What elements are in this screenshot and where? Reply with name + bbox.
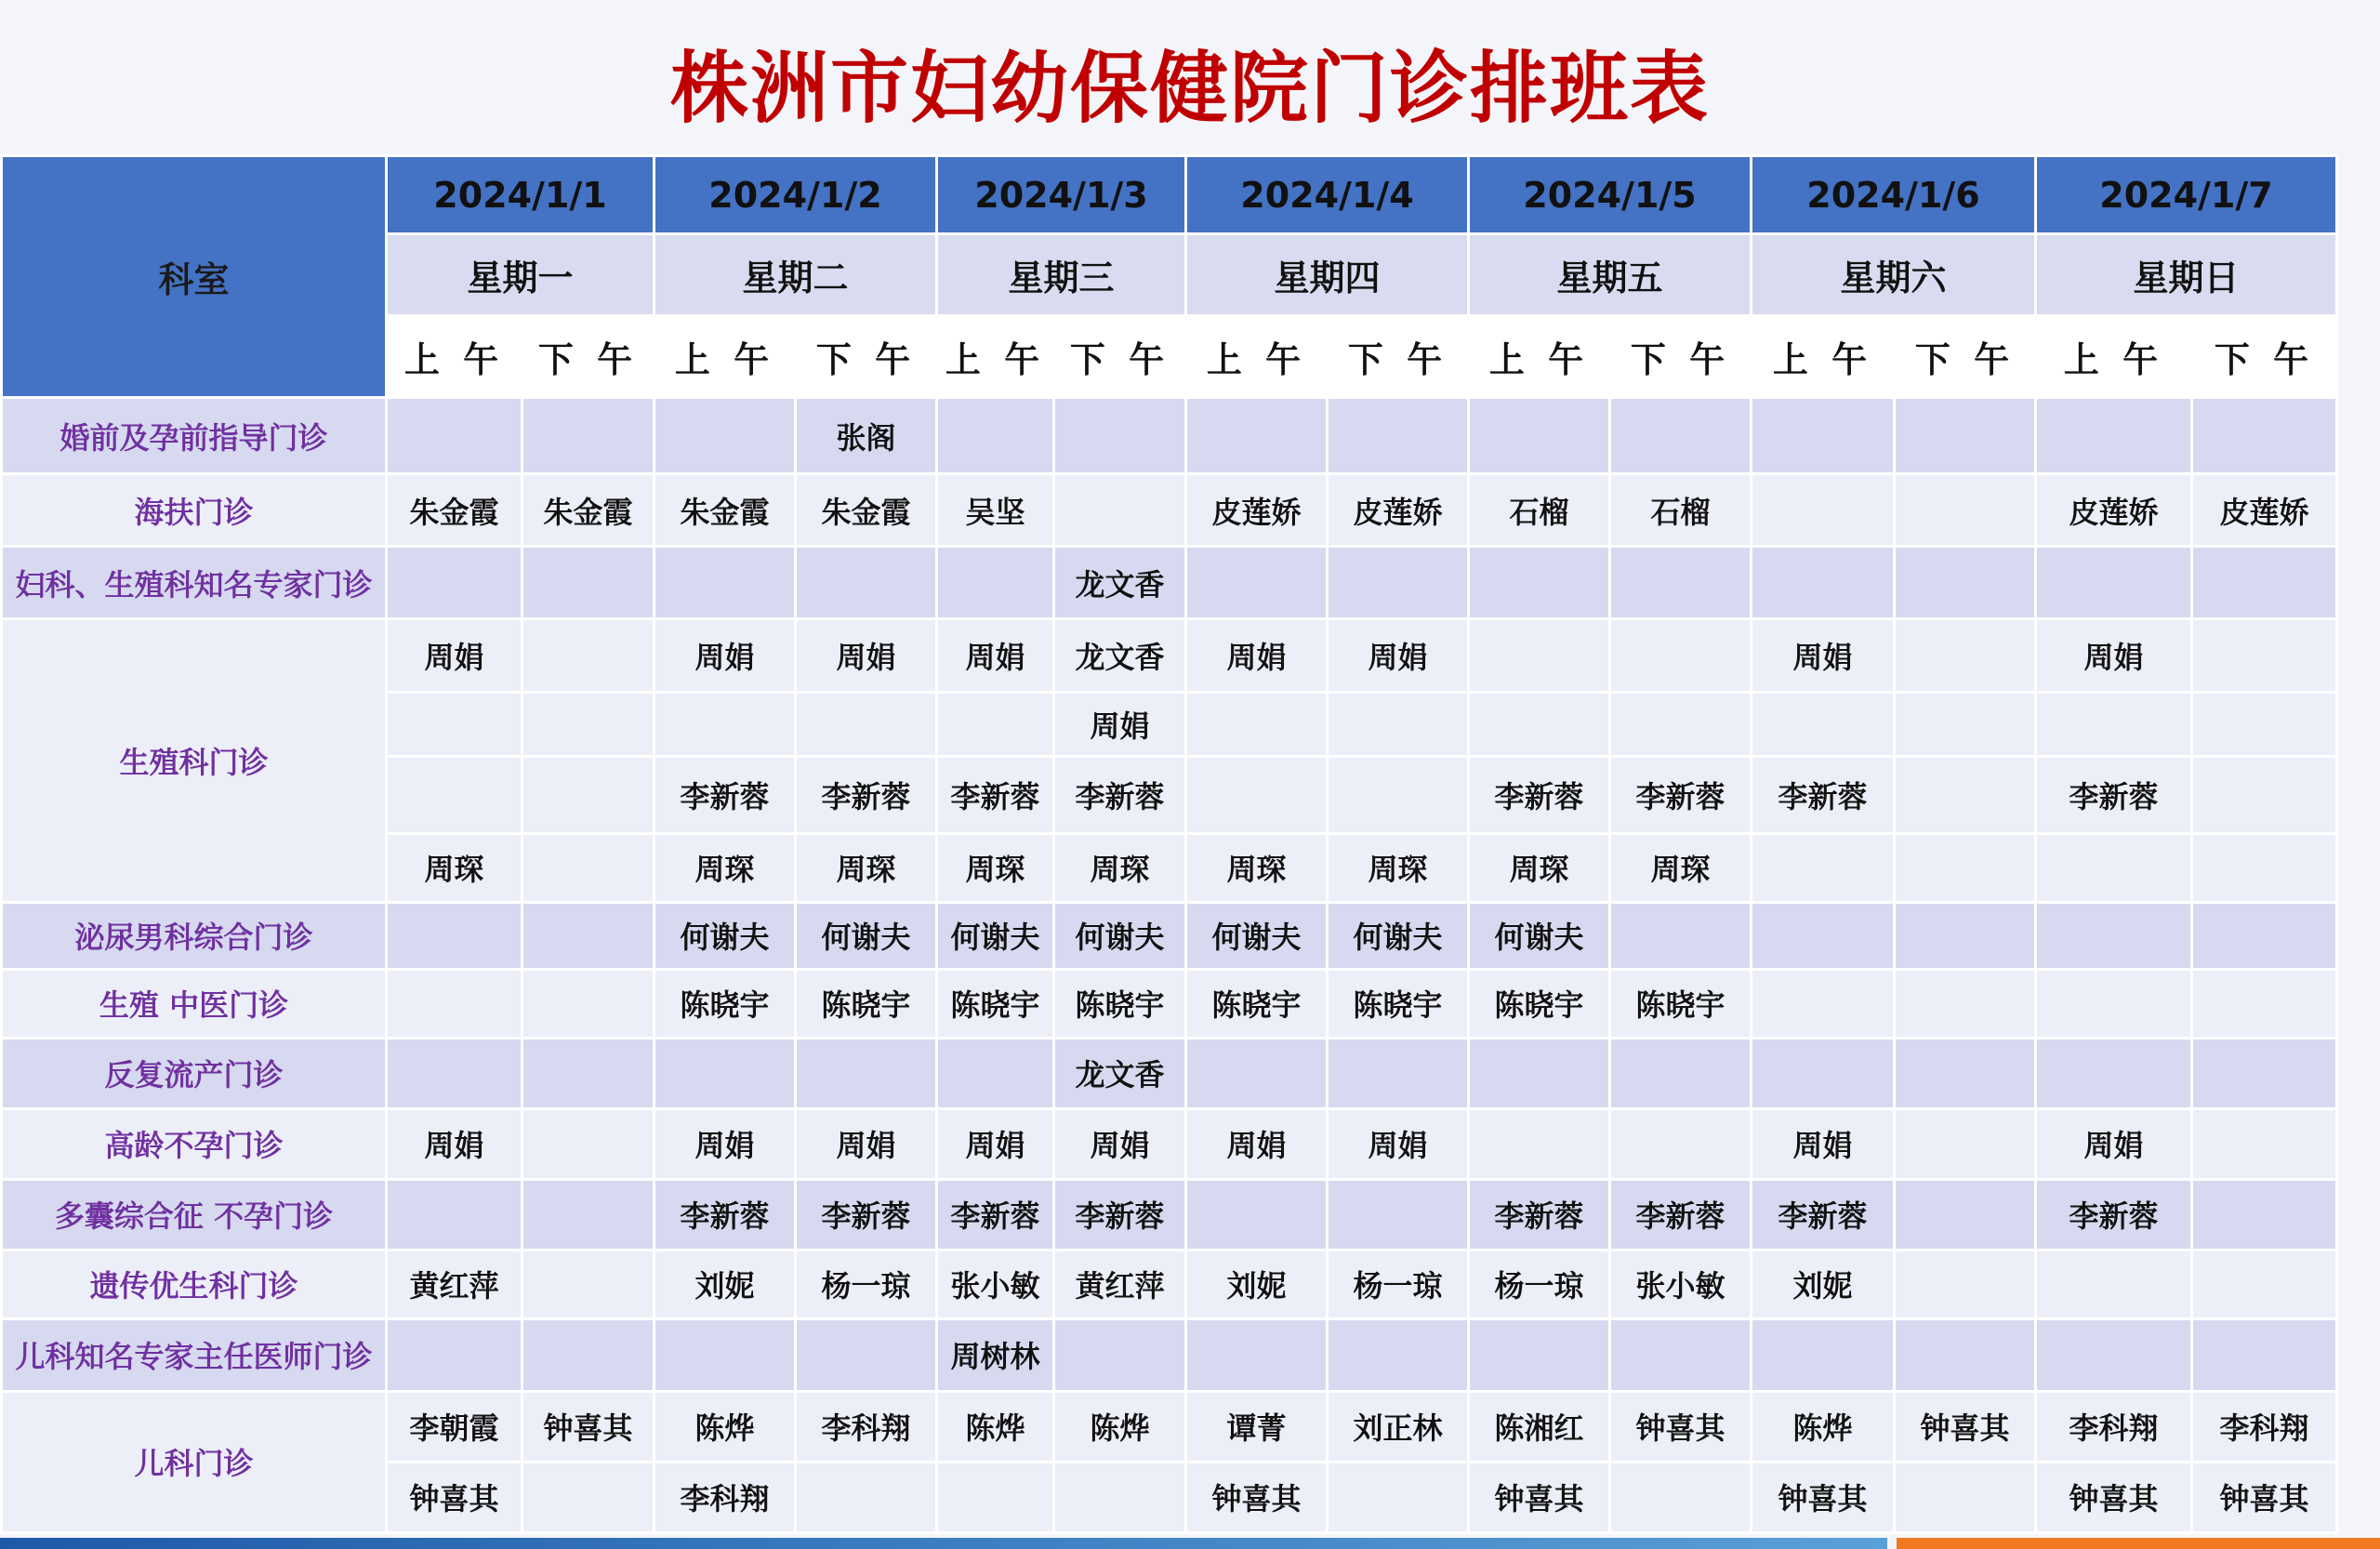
doctor-cell: 何谢夫 [1054, 902, 1186, 969]
doctor-cell: 周娟 [1054, 1108, 1186, 1179]
department-name: 儿科知名专家主任医师门诊 [2, 1318, 387, 1391]
doctor-cell: 李新蓉 [937, 757, 1054, 833]
doctor-cell: 周琛 [654, 833, 796, 902]
doctor-cell [522, 969, 654, 1038]
doctor-cell: 何谢夫 [937, 902, 1054, 969]
department-name: 妇科、生殖科知名专家门诊 [2, 547, 387, 619]
weekday-header: 星期五 [1469, 234, 1752, 316]
doctor-cell [1610, 1108, 1752, 1179]
page-title: 株洲市妇幼保健院门诊排班表 [669, 43, 1710, 134]
doctor-cell [522, 547, 654, 619]
doctor-cell: 李新蓉 [796, 757, 937, 833]
doctor-cell: 何谢夫 [796, 902, 937, 969]
doctor-cell: 皮莲娇 [2036, 474, 2192, 547]
morning-header: 上 午 [654, 316, 796, 398]
doctor-cell [1186, 757, 1328, 833]
schedule-row [2, 619, 2337, 692]
doctor-cell: 陈晓宇 [796, 969, 937, 1038]
afternoon-header: 下 午 [2192, 316, 2337, 398]
schedule-row [2, 969, 2337, 1038]
schedule-table [0, 154, 2338, 1534]
doctor-cell [387, 902, 522, 969]
doctor-cell: 李科翔 [796, 1391, 937, 1462]
doctor-cell [1610, 398, 1752, 474]
doctor-cell: 何谢夫 [1328, 902, 1469, 969]
schedule-row [2, 1391, 2337, 1462]
doctor-cell [1610, 1462, 1752, 1532]
doctor-cell [522, 1038, 654, 1108]
doctor-cell: 周娟 [387, 1108, 522, 1179]
department-name: 海扶门诊 [2, 474, 387, 547]
doctor-cell [937, 398, 1054, 474]
date-header: 2024/1/6 [1752, 156, 2036, 234]
doctor-cell: 朱金霞 [522, 474, 654, 547]
weekday-header: 星期日 [2036, 234, 2337, 316]
doctor-cell: 皮莲娇 [2192, 474, 2337, 547]
doctor-cell: 周娟 [1752, 619, 1895, 692]
doctor-cell [1895, 1462, 2036, 1532]
doctor-cell: 杨一琼 [1469, 1250, 1610, 1318]
doctor-cell [1895, 692, 2036, 757]
department-name: 高龄不孕门诊 [2, 1108, 387, 1179]
doctor-cell [1895, 1250, 2036, 1318]
doctor-cell: 刘妮 [1752, 1250, 1895, 1318]
doctor-cell [1610, 547, 1752, 619]
doctor-cell [1186, 1179, 1328, 1250]
doctor-cell [2036, 1318, 2192, 1391]
doctor-cell [1328, 692, 1469, 757]
doctor-cell: 陈晓宇 [937, 969, 1054, 1038]
doctor-cell [1752, 833, 1895, 902]
doctor-cell: 周琛 [1328, 833, 1469, 902]
doctor-cell [2192, 1318, 2337, 1391]
doctor-cell: 石榴 [1610, 474, 1752, 547]
date-header: 2024/1/1 [387, 156, 654, 234]
doctor-cell [2036, 398, 2192, 474]
doctor-cell: 朱金霞 [796, 474, 937, 547]
doctor-cell [2192, 547, 2337, 619]
doctor-cell [1610, 1318, 1752, 1391]
doctor-cell [1186, 692, 1328, 757]
doctor-cell [1469, 547, 1610, 619]
doctor-cell [1752, 1318, 1895, 1391]
doctor-cell [2192, 833, 2337, 902]
schedule-row [2, 1250, 2337, 1318]
doctor-cell: 周琛 [1469, 833, 1610, 902]
doctor-cell [796, 1462, 937, 1532]
doctor-cell: 刘正林 [1328, 1391, 1469, 1462]
doctor-cell: 陈烨 [1752, 1391, 1895, 1462]
doctor-cell [1895, 398, 2036, 474]
doctor-cell: 钟喜其 [522, 1391, 654, 1462]
schedule-row [2, 1318, 2337, 1391]
doctor-cell [2192, 692, 2337, 757]
doctor-cell [2192, 1038, 2337, 1108]
doctor-cell: 周娟 [1186, 619, 1328, 692]
doctor-cell [2036, 1038, 2192, 1108]
doctor-cell [654, 692, 796, 757]
doctor-cell: 李新蓉 [1054, 757, 1186, 833]
footer-bar-blue [0, 1538, 1887, 1549]
doctor-cell [522, 1318, 654, 1391]
doctor-cell: 何谢夫 [1469, 902, 1610, 969]
doctor-cell: 周娟 [1752, 1108, 1895, 1179]
doctor-cell [1752, 547, 1895, 619]
doctor-cell [937, 1462, 1054, 1532]
doctor-cell: 周娟 [796, 1108, 937, 1179]
doctor-cell: 钟喜其 [2036, 1462, 2192, 1532]
doctor-cell [796, 692, 937, 757]
doctor-cell [1328, 1179, 1469, 1250]
date-header-row [2, 156, 2337, 234]
department-name: 多囊综合征 不孕门诊 [2, 1179, 387, 1250]
date-header: 2024/1/5 [1469, 156, 1752, 234]
doctor-cell: 龙文香 [1054, 1038, 1186, 1108]
doctor-cell [387, 1179, 522, 1250]
doctor-cell: 李科翔 [2036, 1391, 2192, 1462]
doctor-cell: 杨一琼 [796, 1250, 937, 1318]
doctor-cell [1895, 1179, 2036, 1250]
doctor-cell: 陈晓宇 [1054, 969, 1186, 1038]
doctor-cell [1054, 474, 1186, 547]
doctor-cell: 李新蓉 [1469, 757, 1610, 833]
morning-header: 上 午 [1469, 316, 1610, 398]
doctor-cell [796, 1038, 937, 1108]
doctor-cell [1752, 1038, 1895, 1108]
doctor-cell [1186, 547, 1328, 619]
afternoon-header: 下 午 [1328, 316, 1469, 398]
doctor-cell [1328, 1318, 1469, 1391]
doctor-cell [387, 692, 522, 757]
doctor-cell [796, 547, 937, 619]
doctor-cell: 皮莲娇 [1186, 474, 1328, 547]
doctor-cell: 周琛 [937, 833, 1054, 902]
doctor-cell [1328, 547, 1469, 619]
doctor-cell [2192, 902, 2337, 969]
doctor-cell [937, 1038, 1054, 1108]
doctor-cell [2036, 547, 2192, 619]
doctor-cell [1895, 547, 2036, 619]
doctor-cell: 钟喜其 [1186, 1462, 1328, 1532]
doctor-cell [2192, 969, 2337, 1038]
doctor-cell [1610, 902, 1752, 969]
doctor-cell [387, 1038, 522, 1108]
doctor-cell [654, 1038, 796, 1108]
doctor-cell: 李新蓉 [654, 757, 796, 833]
doctor-cell [1469, 1108, 1610, 1179]
doctor-cell: 刘妮 [1186, 1250, 1328, 1318]
doctor-cell: 周娟 [1328, 619, 1469, 692]
morning-header: 上 午 [387, 316, 522, 398]
doctor-cell [1328, 1038, 1469, 1108]
doctor-cell [387, 969, 522, 1038]
doctor-cell [1895, 619, 2036, 692]
doctor-cell [1054, 398, 1186, 474]
date-header: 2024/1/3 [937, 156, 1186, 234]
morning-header: 上 午 [937, 316, 1054, 398]
doctor-cell [796, 1318, 937, 1391]
doctor-cell [1186, 1318, 1328, 1391]
afternoon-header: 下 午 [796, 316, 937, 398]
doctor-cell: 陈烨 [654, 1391, 796, 1462]
doctor-cell: 周娟 [937, 1108, 1054, 1179]
department-name: 儿科门诊 [2, 1391, 387, 1532]
doctor-cell [1610, 1038, 1752, 1108]
doctor-cell [1186, 1038, 1328, 1108]
doctor-cell: 李科翔 [2192, 1391, 2337, 1462]
doctor-cell [1895, 969, 2036, 1038]
department-name: 泌尿男科综合门诊 [2, 902, 387, 969]
doctor-cell [1328, 398, 1469, 474]
doctor-cell: 陈烨 [937, 1391, 1054, 1462]
doctor-cell: 刘妮 [654, 1250, 796, 1318]
doctor-cell [654, 547, 796, 619]
doctor-cell: 李新蓉 [2036, 757, 2192, 833]
doctor-cell: 周娟 [1054, 692, 1186, 757]
doctor-cell: 钟喜其 [1610, 1391, 1752, 1462]
doctor-cell [1054, 1462, 1186, 1532]
doctor-cell [522, 902, 654, 969]
doctor-cell: 周琛 [796, 833, 937, 902]
afternoon-header: 下 午 [522, 316, 654, 398]
doctor-cell: 陈晓宇 [1186, 969, 1328, 1038]
afternoon-header: 下 午 [1895, 316, 2036, 398]
doctor-cell [522, 619, 654, 692]
schedule-row [2, 902, 2337, 969]
footer-bar-orange [1897, 1538, 2380, 1549]
doctor-cell [522, 1250, 654, 1318]
doctor-cell [522, 692, 654, 757]
date-header: 2024/1/7 [2036, 156, 2337, 234]
doctor-cell [2192, 1179, 2337, 1250]
doctor-cell: 钟喜其 [387, 1462, 522, 1532]
doctor-cell [1328, 757, 1469, 833]
doctor-cell [1895, 902, 2036, 969]
doctor-cell [1895, 474, 2036, 547]
date-header: 2024/1/2 [654, 156, 937, 234]
doctor-cell [1895, 1318, 2036, 1391]
doctor-cell [2036, 1250, 2192, 1318]
doctor-cell [522, 1108, 654, 1179]
doctor-cell: 周琛 [1610, 833, 1752, 902]
doctor-cell [1752, 474, 1895, 547]
doctor-cell: 石榴 [1469, 474, 1610, 547]
doctor-cell: 周琛 [387, 833, 522, 902]
doctor-cell: 黄红萍 [1054, 1250, 1186, 1318]
doctor-cell: 李新蓉 [796, 1179, 937, 1250]
department-column-header: 科室 [2, 156, 387, 398]
doctor-cell [1610, 619, 1752, 692]
doctor-cell: 李新蓉 [937, 1179, 1054, 1250]
department-name: 遗传优生科门诊 [2, 1250, 387, 1318]
schedule-row [2, 474, 2337, 547]
doctor-cell [1752, 692, 1895, 757]
doctor-cell: 张阁 [796, 398, 937, 474]
doctor-cell [937, 692, 1054, 757]
doctor-cell [387, 1318, 522, 1391]
doctor-cell: 李新蓉 [1752, 1179, 1895, 1250]
doctor-cell [2192, 398, 2337, 474]
doctor-cell: 杨一琼 [1328, 1250, 1469, 1318]
doctor-cell [2192, 619, 2337, 692]
doctor-cell: 钟喜其 [1469, 1462, 1610, 1532]
doctor-cell [2192, 1108, 2337, 1179]
doctor-cell [1469, 398, 1610, 474]
doctor-cell: 陈晓宇 [654, 969, 796, 1038]
date-header: 2024/1/4 [1186, 156, 1469, 234]
doctor-cell [654, 398, 796, 474]
morning-header: 上 午 [1752, 316, 1895, 398]
doctor-cell [2036, 692, 2192, 757]
doctor-cell [522, 398, 654, 474]
schedule-row [2, 1179, 2337, 1250]
doctor-cell [1752, 902, 1895, 969]
doctor-cell: 李新蓉 [1054, 1179, 1186, 1250]
doctor-cell [1895, 1038, 2036, 1108]
doctor-cell [2192, 1250, 2337, 1318]
doctor-cell: 李新蓉 [1610, 1179, 1752, 1250]
weekday-header: 星期一 [387, 234, 654, 316]
doctor-cell: 黄红萍 [387, 1250, 522, 1318]
schedule-row [2, 1108, 2337, 1179]
doctor-cell: 陈烨 [1054, 1391, 1186, 1462]
doctor-cell [1752, 398, 1895, 474]
department-name: 反复流产门诊 [2, 1038, 387, 1108]
doctor-cell: 周娟 [796, 619, 937, 692]
department-name: 婚前及孕前指导门诊 [2, 398, 387, 474]
doctor-cell: 周娟 [1186, 1108, 1328, 1179]
morning-header: 上 午 [1186, 316, 1328, 398]
doctor-cell: 何谢夫 [654, 902, 796, 969]
weekday-header: 星期四 [1186, 234, 1469, 316]
doctor-cell [654, 1318, 796, 1391]
doctor-cell: 李新蓉 [1469, 1179, 1610, 1250]
doctor-cell: 李科翔 [654, 1462, 796, 1532]
doctor-cell [522, 757, 654, 833]
weekday-header: 星期三 [937, 234, 1186, 316]
afternoon-header: 下 午 [1610, 316, 1752, 398]
doctor-cell: 李朝霞 [387, 1391, 522, 1462]
doctor-cell: 李新蓉 [2036, 1179, 2192, 1250]
doctor-cell [1895, 757, 2036, 833]
doctor-cell [1469, 619, 1610, 692]
doctor-cell: 李新蓉 [1752, 757, 1895, 833]
doctor-cell [1469, 692, 1610, 757]
afternoon-header: 下 午 [1054, 316, 1186, 398]
department-name: 生殖科门诊 [2, 619, 387, 902]
doctor-cell [1752, 969, 1895, 1038]
doctor-cell: 何谢夫 [1186, 902, 1328, 969]
doctor-cell [1469, 1318, 1610, 1391]
department-name: 生殖 中医门诊 [2, 969, 387, 1038]
doctor-cell: 谭菁 [1186, 1391, 1328, 1462]
weekday-header: 星期六 [1752, 234, 2036, 316]
doctor-cell: 周娟 [654, 619, 796, 692]
doctor-cell: 张小敏 [937, 1250, 1054, 1318]
doctor-cell: 周娟 [2036, 619, 2192, 692]
doctor-cell: 周娟 [654, 1108, 796, 1179]
doctor-cell: 龙文香 [1054, 547, 1186, 619]
doctor-cell: 钟喜其 [1895, 1391, 2036, 1462]
doctor-cell: 朱金霞 [654, 474, 796, 547]
doctor-cell: 钟喜其 [2192, 1462, 2337, 1532]
doctor-cell: 陈晓宇 [1469, 969, 1610, 1038]
doctor-cell: 周娟 [937, 619, 1054, 692]
doctor-cell [2036, 833, 2192, 902]
doctor-cell [2192, 757, 2337, 833]
schedule-row [2, 398, 2337, 474]
doctor-cell [1054, 1318, 1186, 1391]
doctor-cell: 李新蓉 [1610, 757, 1752, 833]
doctor-cell [522, 1462, 654, 1532]
doctor-cell: 周娟 [1328, 1108, 1469, 1179]
doctor-cell: 钟喜其 [1752, 1462, 1895, 1532]
doctor-cell [1610, 692, 1752, 757]
doctor-cell: 周琛 [1186, 833, 1328, 902]
schedule-row [2, 547, 2337, 619]
doctor-cell: 周树林 [937, 1318, 1054, 1391]
doctor-cell [387, 757, 522, 833]
doctor-cell: 陈晓宇 [1610, 969, 1752, 1038]
morning-header: 上 午 [2036, 316, 2192, 398]
doctor-cell: 龙文香 [1054, 619, 1186, 692]
doctor-cell: 陈湘红 [1469, 1391, 1610, 1462]
doctor-cell: 吴坚 [937, 474, 1054, 547]
doctor-cell: 周琛 [1054, 833, 1186, 902]
doctor-cell: 皮莲娇 [1328, 474, 1469, 547]
doctor-cell [1328, 1462, 1469, 1532]
doctor-cell [1895, 833, 2036, 902]
doctor-cell: 朱金霞 [387, 474, 522, 547]
doctor-cell [522, 833, 654, 902]
doctor-cell [1186, 398, 1328, 474]
doctor-cell: 张小敏 [1610, 1250, 1752, 1318]
doctor-cell [937, 547, 1054, 619]
doctor-cell [387, 398, 522, 474]
weekday-header: 星期二 [654, 234, 937, 316]
doctor-cell [1469, 1038, 1610, 1108]
doctor-cell [387, 547, 522, 619]
schedule-row [2, 1038, 2337, 1108]
doctor-cell [2036, 969, 2192, 1038]
doctor-cell [522, 1179, 654, 1250]
doctor-cell: 周娟 [2036, 1108, 2192, 1179]
doctor-cell: 李新蓉 [654, 1179, 796, 1250]
doctor-cell [1895, 1108, 2036, 1179]
doctor-cell: 周娟 [387, 619, 522, 692]
doctor-cell: 陈晓宇 [1328, 969, 1469, 1038]
doctor-cell [2036, 902, 2192, 969]
